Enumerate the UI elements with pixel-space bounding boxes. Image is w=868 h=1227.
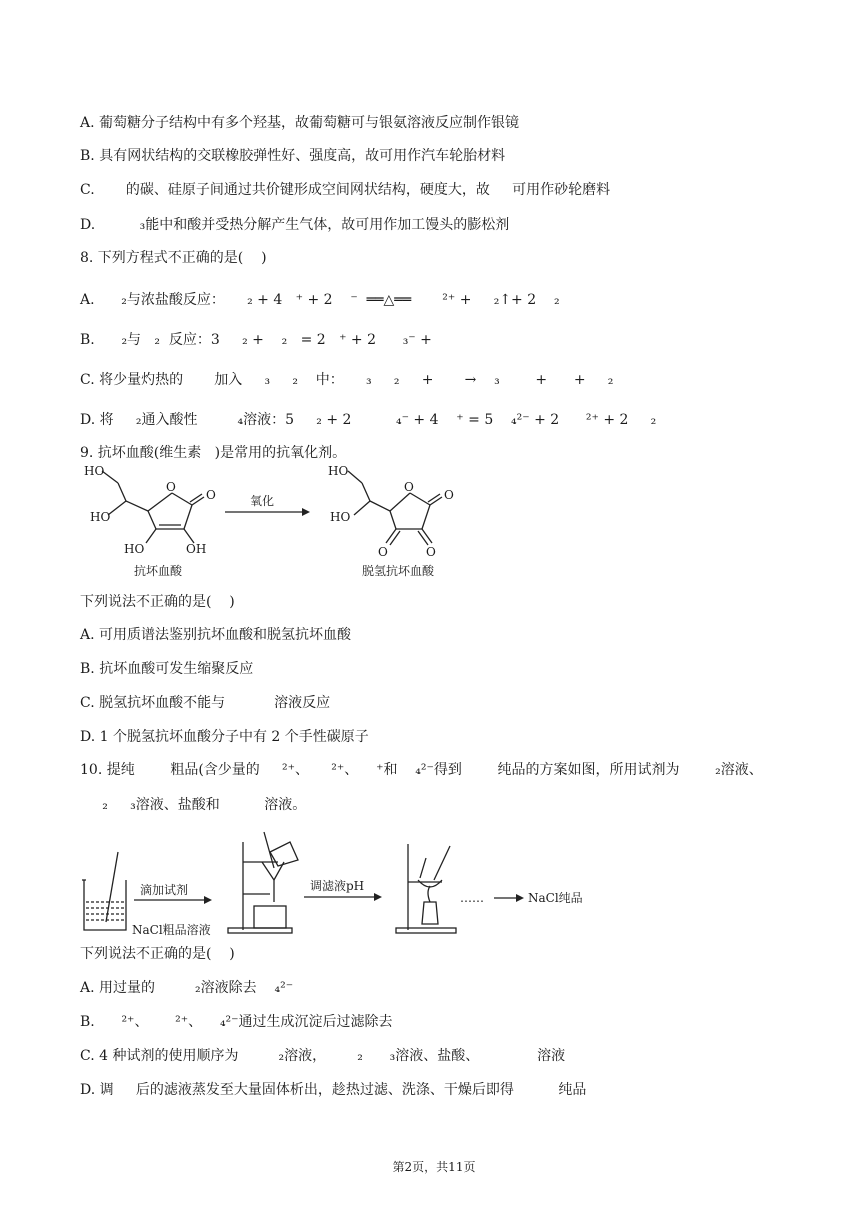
ho-label-1: HO <box>84 464 105 478</box>
option-7a: A. 葡萄糖分子结构中有多个羟基，故葡萄糖可与银氨溶液反应制作银镜 <box>80 115 520 131</box>
oh-label: OH <box>186 542 207 556</box>
purification-flow-figure <box>78 822 618 937</box>
right-caption: 脱氢抗坏血酸 <box>362 564 435 578</box>
option-9d: D. 1 个脱氢抗坏血酸分子中有 2 个手性碳原子 <box>80 729 369 745</box>
step1-arrow <box>134 896 212 904</box>
step2-arrow <box>304 893 382 901</box>
beaker-icon <box>82 852 126 930</box>
option-9c: C. 脱氢抗坏血酸不能与 溶液反应 <box>80 695 331 711</box>
carbonyl-oxygen-label: O <box>206 488 216 502</box>
option-8b: B. ₂与 ₂ 反应：3 ₂ + ₂ = 2 ⁺ + 2 ₃⁻ + <box>80 332 432 348</box>
ho-label-4: HO <box>328 464 349 478</box>
ellipsis: …… <box>460 891 484 905</box>
ascorbic-acid-figure <box>80 463 480 585</box>
option-7d: D. ₃能中和酸并受热分解产生气体，故可用作加工馒头的膨松剂 <box>80 217 510 233</box>
ketone-oxygen-label-1: O <box>378 545 388 559</box>
option-7b: B. 具有网状结构的交联橡胶弹性好、强度高，故可用作汽车轮胎材料 <box>80 148 506 164</box>
left-caption: 抗坏血酸 <box>134 564 183 578</box>
option-8c: C. 将少量灼热的 加入 ₃ ₂ 中： ₃ ₂ + → ₃ + + ₂ <box>80 372 614 388</box>
ring-oxygen-label-2: O <box>404 480 414 494</box>
question-9-stem: 9. 抗坏血酸(维生素 )是常用的抗氧化剂。 <box>80 445 347 461</box>
question-10-stem-cont: ₂ ₃溶液、盐酸和 溶液。 <box>80 797 307 813</box>
option-10d: D. 调 后的滤液蒸发至大量固体析出，趁热过滤、洗涤、干燥后即得 纯品 <box>80 1082 587 1098</box>
question-8-stem: 8. 下列方程式不正确的是( ) <box>80 250 267 266</box>
option-9b: B. 抗坏血酸可发生缩聚反应 <box>80 661 254 677</box>
ho-label-2: HO <box>90 510 111 524</box>
dehydroascorbic-acid-structure <box>348 471 442 545</box>
option-9a: A. 可用质谱法鉴别抗坏血酸和脱氢抗坏血酸 <box>80 627 352 643</box>
ho-label-5: HO <box>330 510 351 524</box>
option-7c: C. 的碳、硅原子间通过共价键形成空间网状结构，硬度大，故 可用作砂轮磨料 <box>80 182 611 198</box>
option-10b: B. ²⁺、 ²⁺、 ₄²⁻通过生成沉淀后过滤除去 <box>80 1014 393 1030</box>
evaporation-apparatus-icon <box>396 844 456 933</box>
arrow-label: 氧化 <box>250 494 275 508</box>
ho-label-3: HO <box>124 542 145 556</box>
option-8a: A. ₂与浓盐酸反应： ₂ + 4 ⁺ + 2 ⁻ ══△══ ²⁺ + ₂↑+ 2 ₂ <box>80 292 560 308</box>
ring-oxygen-label: O <box>166 480 176 494</box>
filtration-apparatus-icon <box>228 832 298 933</box>
step2-label: 调滤液pH <box>310 879 365 893</box>
page-footer: 第2页，共11页 <box>392 1160 476 1174</box>
carbonyl-oxygen-label-2: O <box>444 488 454 502</box>
option-10c: C. 4 种试剂的使用顺序为 ₂溶液， ₂ ₃溶液、盐酸、 溶液 <box>80 1048 566 1064</box>
option-8d: D. 将 ₂通入酸性 ₄溶液：5 ₂ + 2 ₄⁻ + 4 ⁺ = 5 ₄²⁻ + 2 ²⁺ + 2 ₂ <box>80 412 657 428</box>
reaction-arrow <box>225 508 310 516</box>
ascorbic-acid-structure <box>102 471 204 543</box>
question-9-prompt: 下列说法不正确的是( ) <box>80 594 235 610</box>
final-arrow <box>494 894 524 902</box>
beaker-label: NaCl粗品溶液 <box>132 923 211 937</box>
option-10a: A. 用过量的 ₂溶液除去 ₄²⁻ <box>80 980 294 996</box>
step1-label: 滴加试剂 <box>140 883 189 897</box>
result-label: NaCl纯品 <box>528 891 583 905</box>
question-10-stem: 10. 提纯 粗品(含少量的 ²⁺、 ²⁺、 ⁺和 ₄²⁻得到 纯品的方案如图，所用试剂为 ₂溶液、 <box>80 762 763 778</box>
question-10-prompt: 下列说法不正确的是( ) <box>80 946 235 962</box>
ketone-oxygen-label-2: O <box>426 545 436 559</box>
